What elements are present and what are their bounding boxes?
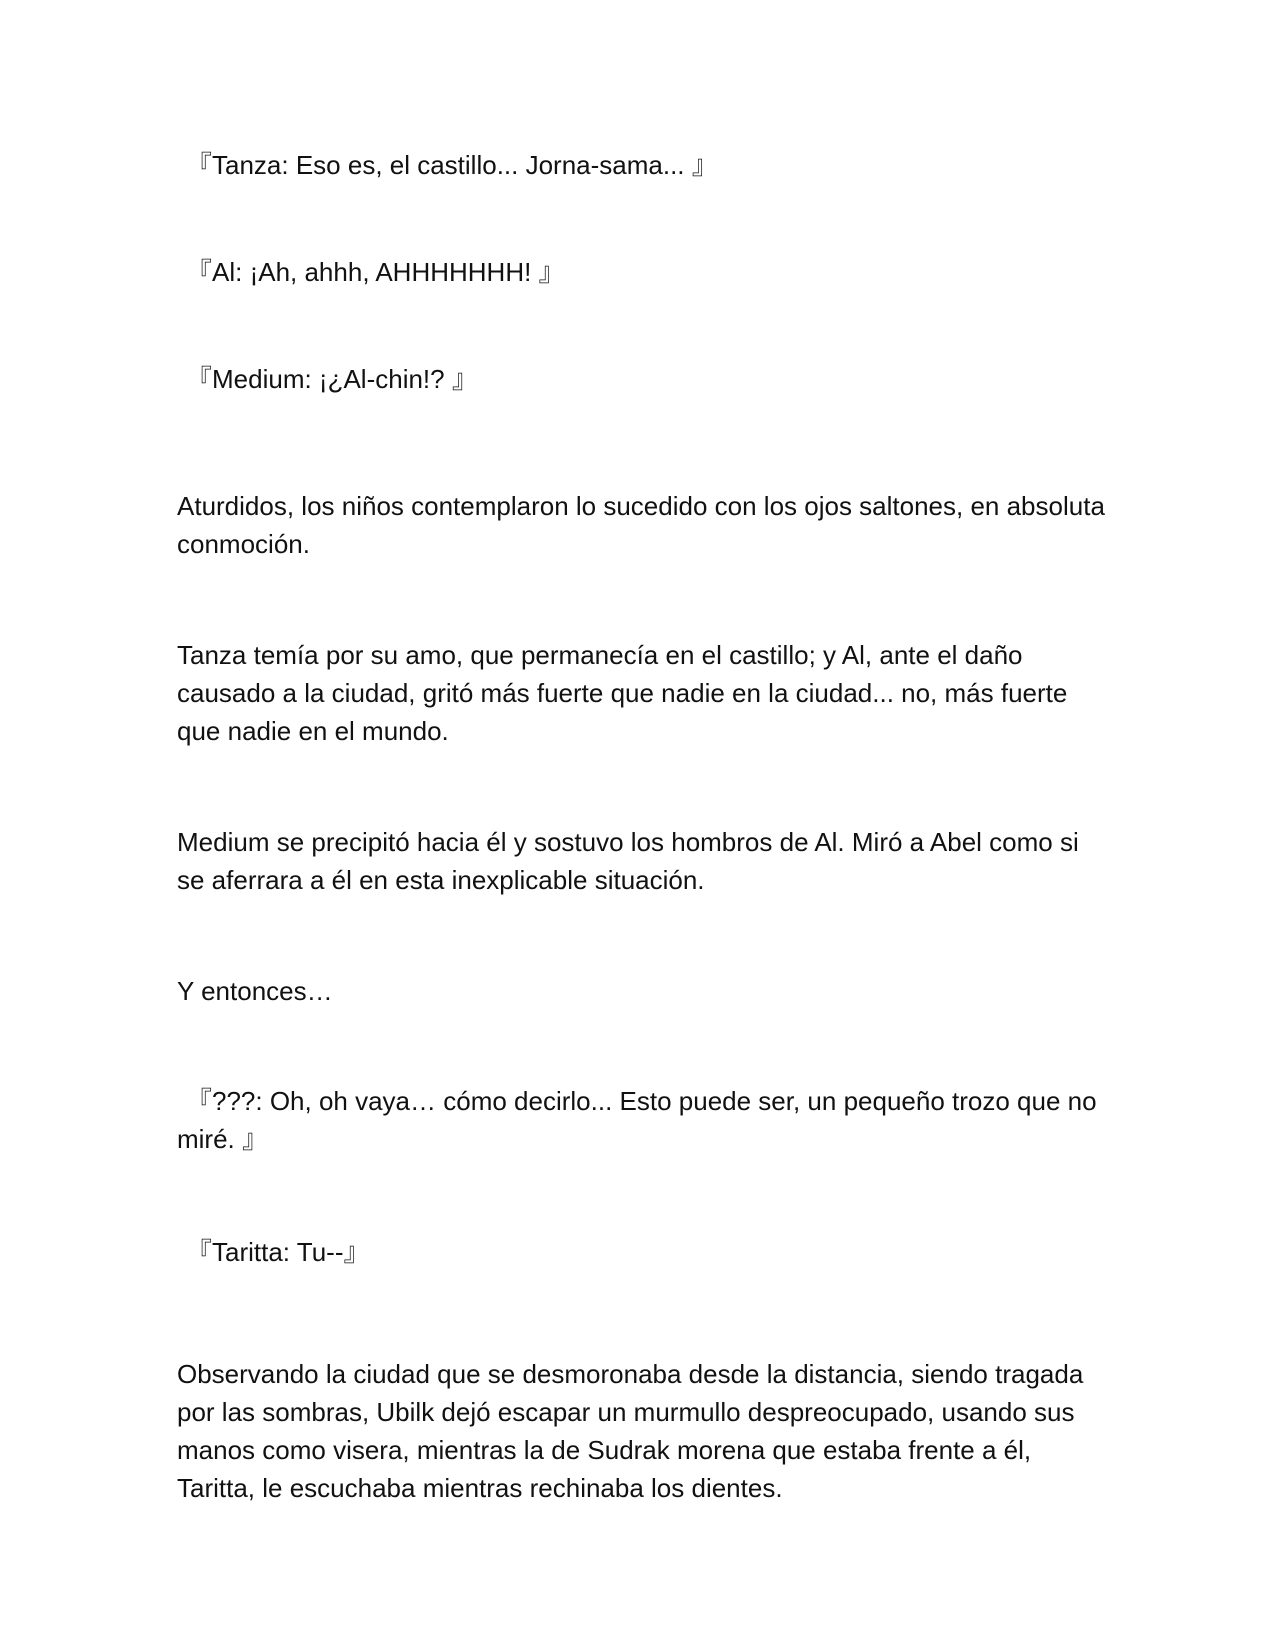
- dialogue-line-medium: 『Medium: ¡¿Al-chin!? 』: [186, 364, 478, 394]
- dialogue-line-unknown: 『???: Oh, oh vaya… cómo decirlo... Esto puede ser, un pequeño trozo que no miré. 』: [177, 1086, 1097, 1154]
- dialogue-line-tanza: 『Tanza: Eso es, el castillo... Jorna-sama... 』: [186, 150, 718, 180]
- dialogue-line-al: 『Al: ¡Ah, ahhh, AHHHHHHH! 』: [186, 257, 565, 287]
- narration-paragraph: Y entonces…: [177, 976, 333, 1006]
- narration-paragraph: Tanza temía por su amo, que permanecía en el castillo; y Al, ante el daño causado a la ciudad, gritó más fuerte que nadie en la ciudad... no, más fuerte que nadie en el mundo.: [177, 640, 1068, 746]
- narration-paragraph: Medium se precipitó hacia él y sostuvo los hombros de Al. Miró a Abel como si se aferrara a él en esta inexplicable situación.: [177, 827, 1079, 895]
- narration-paragraph: Aturdidos, los niños contemplaron lo sucedido con los ojos saltones, en absoluta conmoción.: [177, 491, 1105, 559]
- dialogue-line-taritta: 『Taritta: Tu--』: [186, 1237, 370, 1267]
- narration-paragraph: Observando la ciudad que se desmoronaba desde la distancia, siendo tragada por las sombras, Ubilk dejó escapar un murmullo despreocupado, usando sus manos como visera, mientras la de Sudrak morena que estaba frente a él, Taritta, le escuchaba mientras rechinaba los dientes.: [177, 1359, 1084, 1503]
